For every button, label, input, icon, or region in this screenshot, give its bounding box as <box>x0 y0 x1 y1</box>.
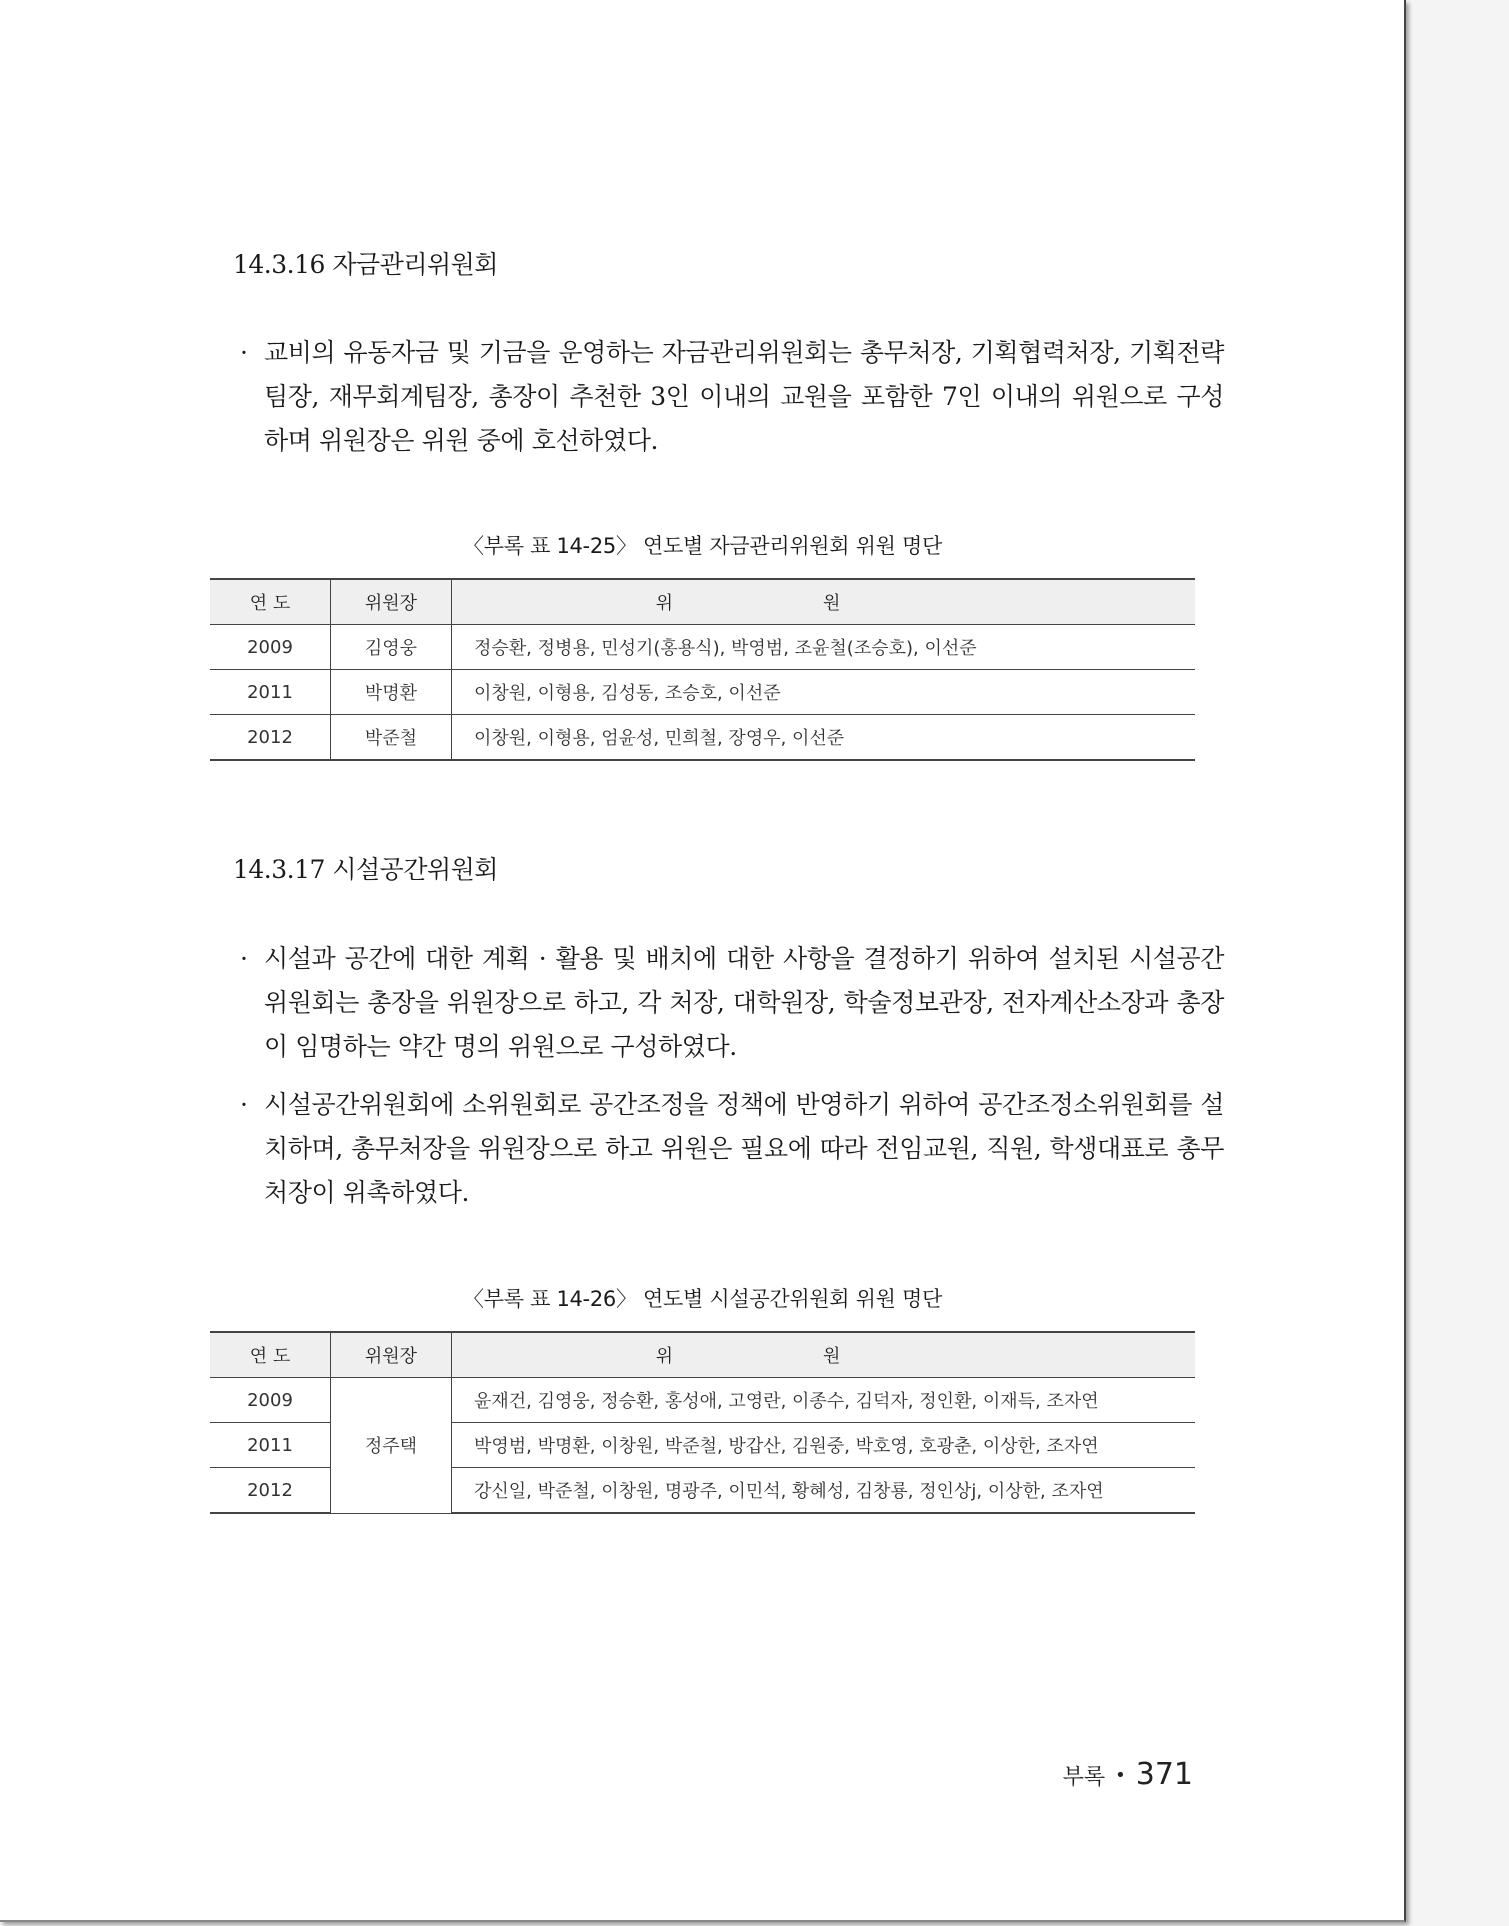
bullet-marker: · <box>240 1090 248 1119</box>
table-caption: 〈부록 표 14-25〉 연도별 자금관리위원회 위원 명단 <box>463 534 942 558</box>
bullet-marker: · <box>240 944 248 973</box>
cell-chair: 박준철 <box>331 715 452 761</box>
table-row <box>210 670 1195 715</box>
cell-chair: 정주택 <box>331 1378 452 1514</box>
cell-chair: 박명환 <box>331 670 452 715</box>
table-caption: 〈부록 표 14-26〉 연도별 시설공간위원회 위원 명단 <box>463 1287 942 1311</box>
section-paragraph <box>240 331 1224 463</box>
cell-members: 강신일, 박준철, 이창원, 명광주, 이민석, 황혜성, 김창룡, 정인상j, 이상한, 조자연 <box>452 1468 1196 1514</box>
table-header-row <box>210 579 1195 625</box>
header-members: 위원 <box>452 1332 1196 1378</box>
paragraph-text: 시설공간위원회에 소위원회로 공간조정을 정책에 반영하기 위하여 공간조정소위원회를 설치하며, 총무처장을 위원장으로 하고 위원은 필요에 따라 전임교원, 직원, 학생대표로 총무처장이 위촉하였다. <box>264 1090 1224 1207</box>
table-row <box>210 1378 1195 1423</box>
cell-members: 이창원, 이형용, 김성동, 조승호, 이선준 <box>452 670 1196 715</box>
page-number: 371 <box>1135 1757 1193 1792</box>
header-chair: 위원장 <box>331 1332 452 1378</box>
paragraph-text: 시설과 공간에 대한 계획 · 활용 및 배치에 대한 사항을 결정하기 위하여 설치된 시설공간위원회는 총장을 위원장으로 하고, 각 처장, 대학원장, 학술정보관장, 전자계산소장과 총장이 임명하는 약간 명의 위원으로 구성하였다. <box>264 944 1224 1061</box>
cell-members: 윤재건, 김영웅, 정승환, 홍성애, 고영란, 이종수, 김덕자, 정인환, 이재득, 조자연 <box>452 1378 1196 1423</box>
cell-members: 박영범, 박명환, 이창원, 박준철, 방갑산, 김원중, 박호영, 호광춘, 이상한, 조자연 <box>452 1423 1196 1468</box>
fund-committee-table <box>210 578 1195 761</box>
section-paragraph <box>240 937 1224 1069</box>
table-row <box>210 625 1195 670</box>
paragraph-text: 교비의 유동자금 및 기금을 운영하는 자금관리위원회는 총무처장, 기획협력처장, 기획전략팀장, 재무회계팀장, 총장이 추천한 3인 이내의 교원을 포함한 7인 이내의 위원으로 구성하며 위원장은 위원 중에 호선하였다. <box>264 338 1224 455</box>
page-footer <box>1063 1757 1193 1792</box>
cell-year: 2012 <box>210 1468 331 1514</box>
footer-separator: • <box>1115 1765 1126 1786</box>
footer-label: 부록 <box>1062 1765 1106 1790</box>
cell-year: 2009 <box>210 1378 331 1423</box>
cell-year: 2011 <box>210 1423 331 1468</box>
header-chair: 위원장 <box>331 579 452 625</box>
header-year: 연 도 <box>210 1332 331 1378</box>
table-header-row <box>210 1332 1195 1378</box>
facility-committee-table <box>210 1331 1195 1514</box>
cell-year: 2011 <box>210 670 331 715</box>
section-heading-14-3-16: 14.3.16 자금관리위원회 <box>233 250 498 279</box>
cell-members: 정승환, 정병용, 민성기(홍용식), 박영범, 조윤철(조승호), 이선준 <box>452 625 1196 670</box>
table-row <box>210 715 1195 761</box>
header-members: 위원 <box>452 579 1196 625</box>
cell-year: 2012 <box>210 715 331 761</box>
cell-chair: 김영웅 <box>331 625 452 670</box>
cell-members: 이창원, 이형용, 엄윤성, 민희철, 장영우, 이선준 <box>452 715 1196 761</box>
section-paragraph <box>240 1083 1224 1215</box>
cell-year: 2009 <box>210 625 331 670</box>
section-heading-14-3-17: 14.3.17 시설공간위원회 <box>233 855 498 884</box>
header-year: 연 도 <box>210 579 331 625</box>
bullet-marker: · <box>240 338 248 367</box>
